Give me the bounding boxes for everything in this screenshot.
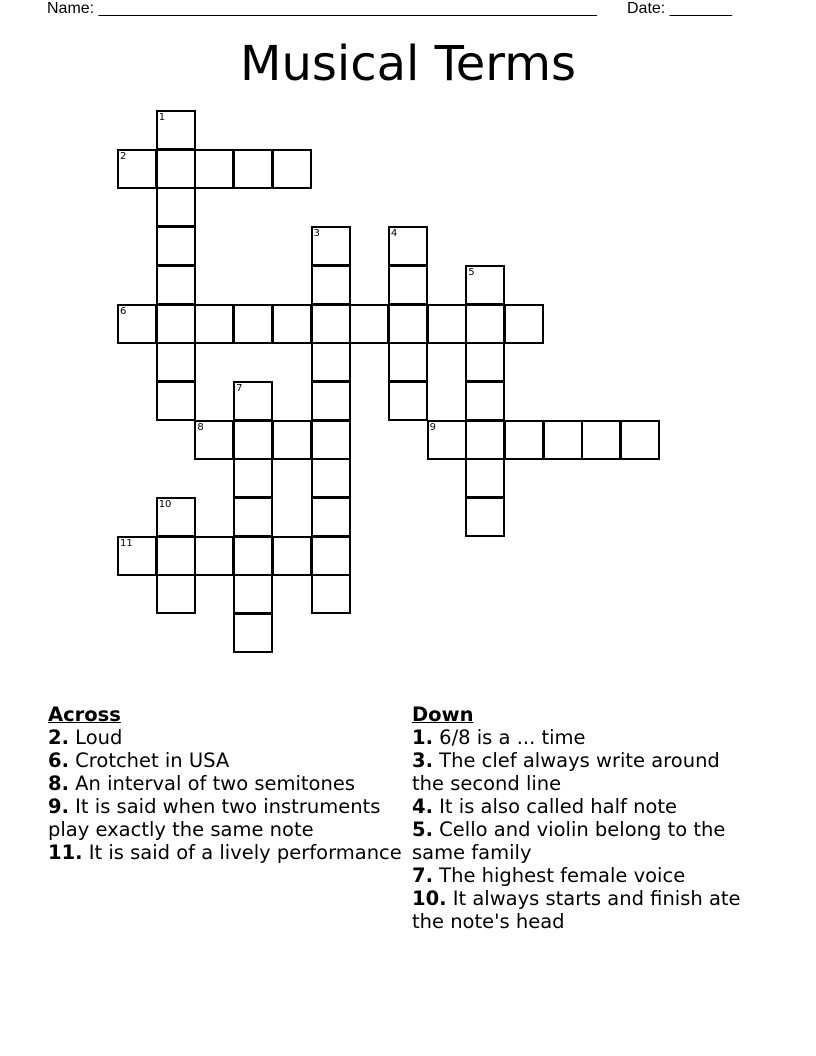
crossword-cell-11[interactable] — [117, 536, 157, 576]
down-clues — [412, 703, 752, 933]
clue-number: 2. — [48, 726, 69, 749]
crossword-cell[interactable] — [465, 420, 505, 460]
clue-number: 10. — [412, 887, 447, 910]
across-clue — [48, 772, 406, 795]
across-clue — [48, 841, 406, 864]
crossword-cell[interactable] — [272, 536, 312, 576]
crossword-cell[interactable] — [388, 381, 428, 421]
crossword-cell[interactable] — [311, 536, 351, 576]
crossword-cell[interactable] — [233, 574, 273, 614]
across-clue — [48, 795, 406, 841]
crossword-cell[interactable] — [311, 342, 351, 382]
clue-number: 10 — [158, 499, 172, 510]
crossword-cell-8[interactable] — [194, 420, 234, 460]
crossword-cell[interactable] — [156, 342, 196, 382]
crossword-cell[interactable] — [272, 420, 312, 460]
clue-number: 8 — [197, 421, 204, 433]
crossword-cell-6[interactable] — [117, 304, 157, 344]
crossword-cell[interactable] — [465, 381, 505, 421]
crossword-cell[interactable] — [233, 149, 273, 189]
crossword-cell-1[interactable] — [156, 110, 196, 150]
crossword-cell[interactable] — [156, 304, 196, 344]
crossword-cell[interactable] — [581, 420, 621, 460]
crossword-cell[interactable] — [311, 381, 351, 421]
clue-number: 5 — [468, 266, 475, 278]
crossword-cell[interactable] — [233, 458, 273, 498]
clue-number: 4. — [412, 795, 433, 818]
crossword-cell[interactable] — [311, 574, 351, 614]
down-clue — [412, 749, 752, 795]
crossword-cell[interactable] — [156, 226, 196, 266]
crossword-cell[interactable] — [233, 304, 273, 344]
clue-text: The clef always write around the second line — [412, 749, 720, 795]
crossword-cell[interactable] — [465, 304, 505, 344]
crossword-cell-10[interactable] — [156, 497, 196, 537]
across-clue-list — [48, 726, 406, 864]
clue-number: 9 — [429, 421, 436, 433]
crossword-cell[interactable] — [233, 497, 273, 537]
crossword-cell[interactable] — [388, 342, 428, 382]
crossword-cell[interactable] — [388, 265, 428, 305]
crossword-cell[interactable] — [465, 458, 505, 498]
clue-text: Crotchet in USA — [68, 749, 230, 772]
crossword-cell[interactable] — [543, 420, 583, 460]
crossword-cell[interactable] — [156, 187, 196, 227]
clue-number: 11 — [120, 537, 133, 549]
crossword-cell[interactable] — [194, 536, 234, 576]
crossword-cell[interactable] — [194, 149, 234, 189]
clue-text: Loud — [68, 726, 123, 749]
crossword-cell[interactable] — [311, 420, 351, 460]
clue-number: 1 — [158, 112, 166, 123]
crossword-cell[interactable] — [156, 265, 196, 305]
clue-number: 6 — [120, 305, 127, 317]
clue-text: 6/8 is a ... time — [432, 726, 586, 749]
clue-number: 6. — [48, 749, 69, 772]
crossword-cell[interactable] — [311, 304, 351, 344]
crossword-cell[interactable] — [233, 420, 273, 460]
clue-number: 8. — [48, 772, 69, 795]
crossword-cell[interactable] — [194, 304, 234, 344]
date-label: Date: _______ — [627, 0, 732, 17]
crossword-cell[interactable] — [427, 304, 467, 344]
clue-number: 7. — [412, 864, 433, 887]
clue-text: Cello and violin belong to the same family — [412, 818, 726, 864]
clue-text: The highest female voice — [432, 864, 686, 887]
down-clue — [412, 726, 752, 749]
across-clue — [48, 726, 406, 749]
crossword-cell-9[interactable] — [427, 420, 467, 460]
crossword-cell-4[interactable] — [388, 226, 428, 266]
down-heading: Down — [412, 703, 474, 726]
crossword-cell[interactable] — [504, 420, 544, 460]
crossword-cell[interactable] — [272, 149, 312, 189]
crossword-cell-3[interactable] — [311, 226, 351, 266]
across-clue — [48, 749, 406, 772]
down-clue — [412, 887, 752, 933]
crossword-cell[interactable] — [349, 304, 389, 344]
crossword-cell[interactable] — [156, 536, 196, 576]
clue-number: 3 — [313, 228, 320, 240]
crossword-cell[interactable] — [311, 458, 351, 498]
clue-text: It is also called half note — [432, 795, 678, 818]
crossword-cell[interactable] — [465, 342, 505, 382]
clue-number: 3. — [412, 749, 433, 772]
crossword-cell[interactable] — [620, 420, 660, 460]
down-clue — [412, 818, 752, 864]
clue-number: 4 — [390, 228, 398, 240]
crossword-cell[interactable] — [388, 304, 428, 344]
crossword-cell-2[interactable] — [117, 149, 157, 189]
crossword-cell[interactable] — [311, 497, 351, 537]
crossword-cell-7[interactable] — [233, 381, 273, 421]
crossword-cell[interactable] — [233, 536, 273, 576]
down-clue — [412, 795, 752, 818]
clue-text: It is said when two instruments play exactly the same note — [48, 795, 381, 841]
crossword-cell[interactable] — [233, 613, 273, 653]
clue-text: It always starts and finish ate the note's head — [412, 887, 741, 933]
crossword-cell-5[interactable] — [465, 265, 505, 305]
crossword-cell[interactable] — [272, 304, 312, 344]
crossword-cell[interactable] — [156, 381, 196, 421]
clue-number: 2 — [120, 150, 127, 162]
crossword-cell[interactable] — [465, 497, 505, 537]
crossword-cell[interactable] — [504, 304, 544, 344]
clue-number: 5. — [412, 818, 433, 841]
clue-number: 7 — [236, 382, 243, 394]
clue-number: 11. — [48, 841, 83, 864]
clue-text: It is said of a lively performance — [82, 841, 402, 864]
clue-text: An interval of two semitones — [68, 772, 356, 795]
name-label: Name: ________________________________________________________ — [47, 0, 597, 17]
across-heading: Across — [48, 703, 121, 726]
page-title: Musical Terms — [240, 36, 576, 92]
crossword-cell[interactable] — [311, 265, 351, 305]
across-clues — [48, 703, 406, 864]
crossword-cell[interactable] — [156, 149, 196, 189]
down-clue-list — [412, 726, 752, 933]
down-clue — [412, 864, 752, 887]
clue-number: 1. — [412, 726, 433, 749]
clue-number: 9. — [48, 795, 69, 818]
crossword-cell[interactable] — [156, 574, 196, 614]
